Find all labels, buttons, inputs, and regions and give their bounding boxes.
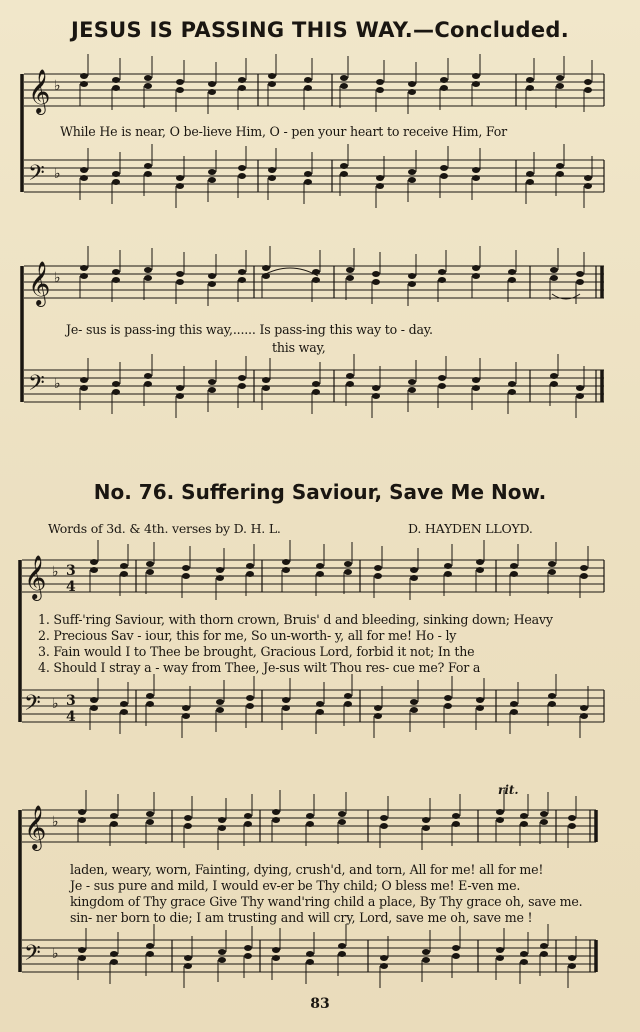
note-head (304, 85, 312, 91)
verse-1-line-b: laden, weary, worn, Fainting, dying, crush'd, and torn, All for me! all for me! (70, 862, 544, 877)
note-head (90, 567, 98, 573)
note-head (144, 171, 152, 177)
note-head (408, 169, 416, 175)
note-head (410, 707, 418, 713)
ritardando-mark: rit. (498, 783, 519, 797)
note-head (316, 709, 324, 715)
system-1-lyric: While He is near, O be-lieve Him, O - pen your heart to receive Him, For (60, 124, 507, 139)
note-head (208, 81, 216, 87)
note-head (510, 709, 518, 715)
system-2-lyric: Je- sus is pass-ing this way,...... Is pass-ing this way to - day. (66, 322, 433, 337)
note-head (520, 821, 528, 827)
note-head (208, 273, 216, 279)
note-head (576, 385, 584, 391)
note-head (344, 561, 352, 567)
note-head (144, 381, 152, 387)
note-head (262, 385, 270, 391)
note-head (176, 393, 184, 399)
note-head (110, 951, 118, 957)
note-head (184, 963, 192, 969)
note-head (340, 163, 348, 169)
note-head (244, 945, 252, 951)
note-head (120, 563, 128, 569)
note-head (146, 569, 154, 575)
note-head (312, 269, 320, 275)
note-head (244, 813, 252, 819)
note-head (540, 943, 548, 949)
svg-text:♭: ♭ (54, 78, 61, 94)
note-head (444, 703, 452, 709)
note-head (338, 819, 346, 825)
hymn-title: No. 76. Suffering Saviour, Save Me Now. (93, 480, 547, 504)
note-head (346, 275, 354, 281)
note-head (496, 817, 504, 823)
svg-text:♭: ♭ (54, 166, 61, 182)
note-head (306, 951, 314, 957)
note-head (312, 389, 320, 395)
note-head (556, 75, 564, 81)
note-head (376, 183, 384, 189)
note-head (408, 273, 416, 279)
note-head (508, 277, 516, 283)
note-head (452, 813, 460, 819)
note-head (78, 809, 86, 815)
note-head (526, 171, 534, 177)
note-head (380, 815, 388, 821)
note-head (510, 571, 518, 577)
note-head (584, 183, 592, 189)
note-head (146, 819, 154, 825)
note-head (580, 573, 588, 579)
note-head (510, 701, 518, 707)
note-head (540, 951, 548, 957)
note-head (306, 959, 314, 965)
note-head (374, 565, 382, 571)
note-head (120, 701, 128, 707)
note-head (452, 945, 460, 951)
note-head (246, 571, 254, 577)
note-head (120, 571, 128, 577)
svg-text:4: 4 (66, 709, 76, 725)
note-head (374, 713, 382, 719)
note-head (182, 573, 190, 579)
note-head (268, 175, 276, 181)
note-head (146, 951, 154, 957)
note-head (422, 957, 430, 963)
note-head (440, 85, 448, 91)
note-head (346, 267, 354, 273)
note-head (80, 175, 88, 181)
note-head (472, 273, 480, 279)
note-head (110, 813, 118, 819)
note-head (80, 273, 88, 279)
verse-2-line-a: 2. Precious Sav - iour, this for me, So un-worth- y, all for me! Ho - ly (38, 628, 457, 643)
note-head (576, 393, 584, 399)
note-head (372, 393, 380, 399)
note-head (208, 89, 216, 95)
svg-text:♭: ♭ (52, 696, 59, 712)
treble-staff (24, 74, 604, 106)
note-head (282, 559, 290, 565)
note-head (90, 697, 98, 703)
note-head (580, 713, 588, 719)
note-head (340, 83, 348, 89)
note-head (282, 705, 290, 711)
note-head (110, 959, 118, 965)
note-head (472, 377, 480, 383)
note-head (218, 817, 226, 823)
note-head (268, 167, 276, 173)
note-head (112, 179, 120, 185)
note-head (568, 963, 576, 969)
note-head (246, 563, 254, 569)
note-head (440, 77, 448, 83)
note-head (372, 279, 380, 285)
note-head (144, 83, 152, 89)
svg-text:3: 3 (66, 563, 76, 579)
note-head (568, 955, 576, 961)
note-head (444, 571, 452, 577)
note-head (272, 955, 280, 961)
note-head (238, 383, 246, 389)
note-head (508, 381, 516, 387)
bass-clef-icon: 𝄢 (28, 161, 45, 191)
note-head (408, 281, 416, 287)
note-head (372, 271, 380, 277)
treble-clef-icon: 𝄞 (24, 555, 47, 599)
svg-text:♭: ♭ (52, 814, 59, 830)
note-head (526, 179, 534, 185)
note-head (408, 81, 416, 87)
note-head (110, 821, 118, 827)
svg-text:♭: ♭ (52, 564, 59, 580)
note-head (78, 817, 86, 823)
note-head (550, 275, 558, 281)
note-head (376, 87, 384, 93)
note-head (526, 85, 534, 91)
note-head (216, 567, 224, 573)
note-head (476, 559, 484, 565)
note-head (472, 81, 480, 87)
page-number: 83 (310, 996, 330, 1012)
note-head (408, 177, 416, 183)
note-head (444, 563, 452, 569)
note-head (184, 823, 192, 829)
note-head (112, 269, 120, 275)
note-head (380, 963, 388, 969)
verse-4-line-a: 4. Should I stray a - way from Thee, Je-sus wilt Thou res- cue me? For a (38, 660, 481, 675)
note-head (410, 699, 418, 705)
note-head (344, 701, 352, 707)
note-head (176, 279, 184, 285)
note-head (218, 957, 226, 963)
note-head (376, 175, 384, 181)
note-head (422, 817, 430, 823)
note-head (282, 567, 290, 573)
note-head (452, 953, 460, 959)
note-head (338, 811, 346, 817)
note-head (78, 955, 86, 961)
note-head (90, 559, 98, 565)
note-head (338, 951, 346, 957)
note-head (508, 269, 516, 275)
note-head (408, 387, 416, 393)
note-head (112, 277, 120, 283)
note-head (540, 811, 548, 817)
note-head (576, 271, 584, 277)
treble-clef-icon: 𝄞 (28, 261, 51, 305)
note-head (316, 571, 324, 577)
note-head (80, 265, 88, 271)
note-head (526, 77, 534, 83)
note-head (472, 265, 480, 271)
verse-4-line-b: sin- ner born to die; I am trusting and will cry, Lord, save me oh, save me ! (70, 910, 533, 925)
note-head (556, 171, 564, 177)
note-head (176, 175, 184, 181)
note-head (408, 379, 416, 385)
note-head (112, 77, 120, 83)
verse-2-line-b: Je - sus pure and mild, I would ev-er be Thy child; O bless me! E-ven me. (70, 878, 521, 893)
note-head (440, 165, 448, 171)
note-head (496, 947, 504, 953)
svg-text:♭: ♭ (52, 946, 59, 962)
note-head (548, 701, 556, 707)
note-head (208, 281, 216, 287)
note-head (272, 809, 280, 815)
note-head (476, 697, 484, 703)
note-head (438, 277, 446, 283)
bass-clef-icon: 𝄢 (28, 371, 45, 401)
note-head (476, 705, 484, 711)
note-head (120, 709, 128, 715)
note-head (548, 693, 556, 699)
note-head (80, 81, 88, 87)
note-head (584, 87, 592, 93)
note-head (272, 947, 280, 953)
note-head (472, 167, 480, 173)
note-head (316, 701, 324, 707)
note-head (372, 385, 380, 391)
note-head (556, 163, 564, 169)
note-head (374, 705, 382, 711)
note-head (238, 269, 246, 275)
note-head (268, 81, 276, 87)
note-head (146, 701, 154, 707)
note-head (338, 943, 346, 949)
note-head (184, 955, 192, 961)
bass-clef-icon: 𝄢 (24, 691, 41, 721)
note-head (208, 169, 216, 175)
note-head (246, 695, 254, 701)
note-head (340, 171, 348, 177)
note-head (78, 947, 86, 953)
note-head (344, 569, 352, 575)
note-head (550, 381, 558, 387)
verse-3-line-a: 3. Fain would I to Thee be brought, Gracious Lord, forbid it not; In the (38, 644, 475, 659)
music-credit: D. HAYDEN LLOYD. (408, 521, 533, 536)
note-head (90, 705, 98, 711)
note-head (272, 817, 280, 823)
system-2-lyric-sub: this way, (272, 340, 326, 355)
note-head (440, 173, 448, 179)
note-head (176, 385, 184, 391)
note-head (304, 77, 312, 83)
note-head (340, 75, 348, 81)
note-head (410, 567, 418, 573)
note-head (312, 381, 320, 387)
note-head (472, 175, 480, 181)
note-head (144, 275, 152, 281)
note-head (438, 269, 446, 275)
note-head (246, 703, 254, 709)
note-head (438, 375, 446, 381)
note-head (182, 565, 190, 571)
treble-clef-icon: 𝄞 (24, 805, 47, 849)
note-head (216, 699, 224, 705)
verse-1-line-a: 1. Suff-'ring Saviour, with thorn crown, Bruis' d and bleeding, sinking down; Heavy (38, 612, 553, 627)
treble-clef-icon: 𝄞 (28, 69, 51, 113)
note-head (316, 563, 324, 569)
note-head (496, 809, 504, 815)
page-header-title: JESUS IS PASSING THIS WAY.—Concluded. (70, 18, 570, 42)
note-head (520, 959, 528, 965)
note-head (540, 819, 548, 825)
note-head (216, 707, 224, 713)
note-head (208, 387, 216, 393)
note-head (238, 375, 246, 381)
note-head (344, 693, 352, 699)
note-head (584, 175, 592, 181)
note-head (208, 379, 216, 385)
note-head (550, 373, 558, 379)
note-head (182, 713, 190, 719)
note-head (184, 815, 192, 821)
note-head (144, 163, 152, 169)
note-head (380, 823, 388, 829)
note-head (146, 811, 154, 817)
note-head (346, 381, 354, 387)
note-head (268, 73, 276, 79)
note-head (262, 265, 270, 271)
note-head (472, 385, 480, 391)
note-head (238, 173, 246, 179)
svg-text:♭: ♭ (54, 376, 61, 392)
verse-3-line-b: kingdom of Thy grace Give Thy wand'ring child a place, By Thy grace oh, save me. (70, 894, 583, 909)
note-head (556, 83, 564, 89)
note-head (408, 89, 416, 95)
note-head (208, 177, 216, 183)
note-head (112, 85, 120, 91)
note-head (380, 955, 388, 961)
note-head (112, 389, 120, 395)
note-head (312, 277, 320, 283)
note-head (508, 389, 516, 395)
words-credit: Words of 3d. & 4th. verses by D. H. L. (48, 521, 281, 536)
note-head (80, 167, 88, 173)
note-head (282, 697, 290, 703)
note-head (568, 823, 576, 829)
bass-staff (24, 160, 604, 192)
note-head (410, 575, 418, 581)
note-head (112, 381, 120, 387)
note-head (568, 815, 576, 821)
note-head (244, 953, 252, 959)
note-head (346, 373, 354, 379)
note-head (176, 183, 184, 189)
svg-text:3: 3 (66, 693, 76, 709)
note-head (80, 385, 88, 391)
note-head (262, 273, 270, 279)
note-head (216, 575, 224, 581)
note-head (80, 73, 88, 79)
note-head (144, 75, 152, 81)
note-head (510, 563, 518, 569)
note-head (218, 949, 226, 955)
note-head (176, 79, 184, 85)
note-head (182, 705, 190, 711)
svg-text:♭: ♭ (54, 270, 61, 286)
note-head (576, 279, 584, 285)
note-head (262, 377, 270, 383)
note-head (146, 943, 154, 949)
note-head (496, 955, 504, 961)
note-head (238, 77, 246, 83)
note-head (304, 179, 312, 185)
note-head (548, 561, 556, 567)
note-head (376, 79, 384, 85)
note-head (146, 693, 154, 699)
note-head (144, 373, 152, 379)
note-head (452, 821, 460, 827)
note-head (218, 825, 226, 831)
note-head (306, 813, 314, 819)
note-head (548, 569, 556, 575)
note-head (444, 695, 452, 701)
note-head (176, 87, 184, 93)
note-head (374, 573, 382, 579)
note-head (550, 267, 558, 273)
note-head (304, 171, 312, 177)
note-head (422, 825, 430, 831)
note-head (80, 377, 88, 383)
note-head (144, 267, 152, 273)
note-head (476, 567, 484, 573)
note-head (422, 949, 430, 955)
note-head (238, 165, 246, 171)
note-head (306, 821, 314, 827)
note-head (238, 277, 246, 283)
svg-text:4: 4 (66, 579, 76, 595)
bass-clef-icon: 𝄢 (24, 941, 41, 971)
note-head (472, 73, 480, 79)
note-head (520, 951, 528, 957)
note-head (580, 705, 588, 711)
note-head (146, 561, 154, 567)
note-head (244, 821, 252, 827)
note-head (112, 171, 120, 177)
note-head (580, 565, 588, 571)
note-head (584, 79, 592, 85)
note-head (176, 271, 184, 277)
note-head (520, 813, 528, 819)
note-head (238, 85, 246, 91)
note-head (438, 383, 446, 389)
